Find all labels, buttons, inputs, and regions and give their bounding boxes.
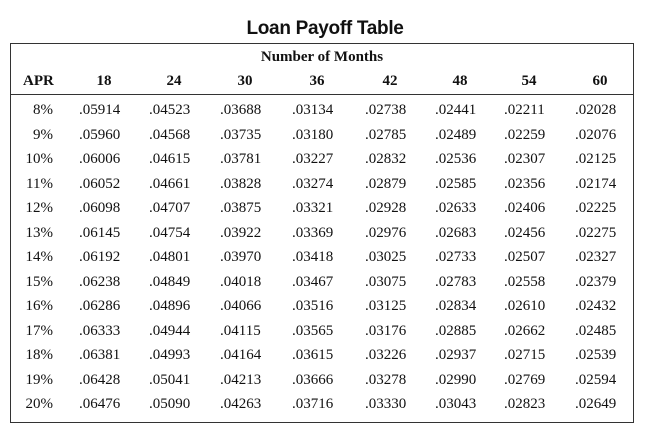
payoff-factor-cell: .03321 bbox=[292, 200, 334, 216]
month-column-header: 42 bbox=[382, 73, 398, 89]
payoff-factor-cell: .03922 bbox=[220, 224, 262, 241]
payoff-factor-cell: .02683 bbox=[435, 224, 477, 241]
payoff-factor-cell: .04568 bbox=[149, 126, 191, 143]
month-column-header: 54 bbox=[521, 73, 537, 89]
month-column-header: 24 bbox=[166, 73, 182, 89]
table-row bbox=[11, 296, 633, 320]
payoff-factor-cell: .02585 bbox=[435, 175, 477, 192]
payoff-factor-cell: .02662 bbox=[504, 322, 546, 339]
payoff-factor-cell: .03134 bbox=[292, 102, 334, 118]
payoff-factor-cell: .04896 bbox=[149, 298, 191, 314]
payoff-factor-cell: .02785 bbox=[365, 126, 407, 143]
table-row bbox=[11, 174, 633, 198]
apr-cell: 15% bbox=[25, 273, 53, 290]
month-column-header: 18 bbox=[96, 73, 112, 89]
payoff-factor-cell: .04115 bbox=[220, 322, 261, 339]
payoff-factor-cell: .06428 bbox=[79, 371, 121, 388]
payoff-factor-cell: .03666 bbox=[292, 371, 334, 388]
apr-cell: 8% bbox=[33, 102, 53, 118]
payoff-factor-cell: .02879 bbox=[365, 175, 407, 192]
payoff-factor-cell: .02211 bbox=[504, 102, 545, 118]
payoff-factor-cell: .02307 bbox=[504, 151, 546, 167]
apr-cell: 12% bbox=[25, 200, 53, 216]
payoff-factor-cell: .03565 bbox=[292, 322, 334, 339]
payoff-factor-cell: .06238 bbox=[79, 273, 121, 290]
payoff-factor-cell: .02076 bbox=[575, 126, 617, 143]
table-row bbox=[11, 100, 633, 124]
payoff-factor-cell: .04993 bbox=[149, 347, 191, 363]
payoff-factor-cell: .06006 bbox=[79, 151, 121, 167]
payoff-factor-cell: .06333 bbox=[79, 322, 121, 339]
payoff-factor-cell: .02738 bbox=[365, 102, 407, 118]
payoff-factor-cell: .03330 bbox=[365, 396, 407, 412]
payoff-factor-cell: .02633 bbox=[435, 200, 477, 216]
payoff-factor-cell: .02174 bbox=[575, 175, 617, 192]
payoff-factor-cell: .02489 bbox=[435, 126, 477, 143]
payoff-factor-cell: .02885 bbox=[435, 322, 477, 339]
payoff-factor-cell: .03716 bbox=[292, 396, 334, 412]
payoff-factor-cell: .02441 bbox=[435, 102, 477, 118]
payoff-factor-cell: .02539 bbox=[575, 347, 617, 363]
table-title: Loan Payoff Table bbox=[246, 18, 404, 39]
table-row bbox=[11, 149, 633, 173]
table-row bbox=[11, 321, 633, 345]
payoff-factor-cell: .02928 bbox=[365, 200, 407, 216]
payoff-factor-cell: .02507 bbox=[504, 249, 546, 265]
payoff-factor-cell: .02832 bbox=[365, 151, 407, 167]
table-row bbox=[11, 272, 633, 296]
payoff-factor-cell: .04615 bbox=[149, 151, 191, 167]
payoff-factor-cell: .05914 bbox=[79, 102, 121, 118]
apr-cell: 20% bbox=[25, 396, 53, 412]
payoff-factor-cell: .04523 bbox=[149, 102, 191, 118]
payoff-factor-cell: .03180 bbox=[292, 126, 334, 143]
number-of-months-header: Number of Months bbox=[260, 49, 384, 65]
payoff-factor-cell: .06145 bbox=[79, 224, 121, 241]
payoff-factor-cell: .02834 bbox=[435, 298, 477, 314]
payoff-factor-cell: .03043 bbox=[435, 396, 477, 412]
payoff-factor-cell: .06052 bbox=[79, 175, 121, 192]
payoff-factor-cell: .02769 bbox=[504, 371, 546, 388]
apr-cell: 18% bbox=[25, 347, 53, 363]
table-row bbox=[11, 370, 633, 394]
month-column-header: 60 bbox=[592, 73, 608, 89]
apr-cell: 10% bbox=[25, 151, 53, 167]
payoff-factor-cell: .04066 bbox=[220, 298, 262, 314]
payoff-factor-cell: .02275 bbox=[575, 224, 617, 241]
payoff-factor-cell: .05960 bbox=[79, 126, 121, 143]
payoff-factor-cell: .03467 bbox=[292, 273, 334, 290]
apr-cell: 19% bbox=[25, 371, 53, 388]
payoff-factor-cell: .02356 bbox=[504, 175, 546, 192]
payoff-factor-cell: .04944 bbox=[149, 322, 191, 339]
month-column-header: 48 bbox=[452, 73, 468, 89]
payoff-factor-cell: .02558 bbox=[504, 273, 546, 290]
column-header-row bbox=[11, 71, 633, 93]
payoff-factor-cell: .02976 bbox=[365, 224, 407, 241]
payoff-factor-cell: .02327 bbox=[575, 249, 617, 265]
payoff-factor-cell: .06286 bbox=[79, 298, 121, 314]
payoff-factor-cell: .03176 bbox=[365, 322, 407, 339]
apr-cell: 16% bbox=[25, 298, 53, 314]
payoff-factor-cell: .03369 bbox=[292, 224, 334, 241]
apr-column-header: APR bbox=[23, 73, 54, 89]
payoff-factor-cell: .06098 bbox=[79, 200, 121, 216]
payoff-factor-cell: .04263 bbox=[220, 396, 262, 412]
payoff-factor-cell: .02536 bbox=[435, 151, 477, 167]
header-divider bbox=[11, 94, 633, 95]
payoff-factor-cell: .04661 bbox=[149, 175, 191, 192]
loan-payoff-table bbox=[10, 43, 634, 423]
payoff-factor-cell: .03025 bbox=[365, 249, 407, 265]
payoff-factor-cell: .03227 bbox=[292, 151, 334, 167]
payoff-factor-cell: .04849 bbox=[149, 273, 191, 290]
payoff-factor-cell: .05041 bbox=[149, 371, 191, 388]
payoff-factor-cell: .02715 bbox=[504, 347, 546, 363]
payoff-factor-cell: .02432 bbox=[575, 298, 617, 314]
payoff-factor-cell: .02783 bbox=[435, 273, 477, 290]
payoff-factor-cell: .03615 bbox=[292, 347, 334, 363]
payoff-factor-cell: .02456 bbox=[504, 224, 546, 241]
payoff-factor-cell: .05090 bbox=[149, 396, 191, 412]
payoff-factor-cell: .03688 bbox=[220, 102, 262, 118]
table-row bbox=[11, 394, 633, 418]
payoff-factor-cell: .06192 bbox=[79, 249, 121, 265]
payoff-factor-cell: .03970 bbox=[220, 249, 262, 265]
payoff-factor-cell: .03781 bbox=[220, 151, 262, 167]
apr-cell: 13% bbox=[25, 224, 53, 241]
payoff-factor-cell: .03125 bbox=[365, 298, 407, 314]
month-column-header: 36 bbox=[309, 73, 325, 89]
payoff-factor-cell: .02259 bbox=[504, 126, 546, 143]
payoff-factor-cell: .04018 bbox=[220, 273, 262, 290]
payoff-factor-cell: .02379 bbox=[575, 273, 617, 290]
payoff-factor-cell: .02610 bbox=[504, 298, 546, 314]
payoff-factor-cell: .03274 bbox=[292, 175, 334, 192]
apr-cell: 17% bbox=[25, 322, 53, 339]
payoff-factor-cell: .03226 bbox=[365, 347, 407, 363]
payoff-factor-cell: .02823 bbox=[504, 396, 546, 412]
apr-cell: 14% bbox=[25, 249, 53, 265]
payoff-factor-cell: .02649 bbox=[575, 396, 617, 412]
payoff-factor-cell: .04754 bbox=[149, 224, 191, 241]
table-row bbox=[11, 223, 633, 247]
payoff-factor-cell: .03278 bbox=[365, 371, 407, 388]
payoff-factor-cell: .02028 bbox=[575, 102, 617, 118]
payoff-factor-cell: .02594 bbox=[575, 371, 617, 388]
payoff-factor-cell: .02225 bbox=[575, 200, 617, 216]
payoff-factor-cell: .04213 bbox=[220, 371, 262, 388]
apr-cell: 11% bbox=[26, 175, 53, 192]
payoff-factor-cell: .02406 bbox=[504, 200, 546, 216]
payoff-factor-cell: .02990 bbox=[435, 371, 477, 388]
payoff-factor-cell: .04801 bbox=[149, 249, 191, 265]
payoff-factor-cell: .03875 bbox=[220, 200, 262, 216]
payoff-factor-cell: .03075 bbox=[365, 273, 407, 290]
payoff-factor-cell: .03516 bbox=[292, 298, 334, 314]
payoff-factor-cell: .03418 bbox=[292, 249, 334, 265]
apr-cell: 9% bbox=[33, 126, 53, 143]
payoff-factor-cell: .04707 bbox=[149, 200, 191, 216]
payoff-factor-cell: .02937 bbox=[435, 347, 477, 363]
payoff-factor-cell: .02125 bbox=[575, 151, 617, 167]
table-row bbox=[11, 125, 633, 149]
payoff-factor-cell: .06476 bbox=[79, 396, 121, 412]
table-row bbox=[11, 345, 633, 369]
payoff-factor-cell: .02485 bbox=[575, 322, 617, 339]
month-column-header: 30 bbox=[237, 73, 253, 89]
payoff-factor-cell: .06381 bbox=[79, 347, 121, 363]
payoff-factor-cell: .02733 bbox=[435, 249, 477, 265]
table-row bbox=[11, 198, 633, 222]
table-row bbox=[11, 247, 633, 271]
payoff-factor-cell: .04164 bbox=[220, 347, 262, 363]
payoff-factor-cell: .03828 bbox=[220, 175, 262, 192]
payoff-factor-cell: .03735 bbox=[220, 126, 262, 143]
